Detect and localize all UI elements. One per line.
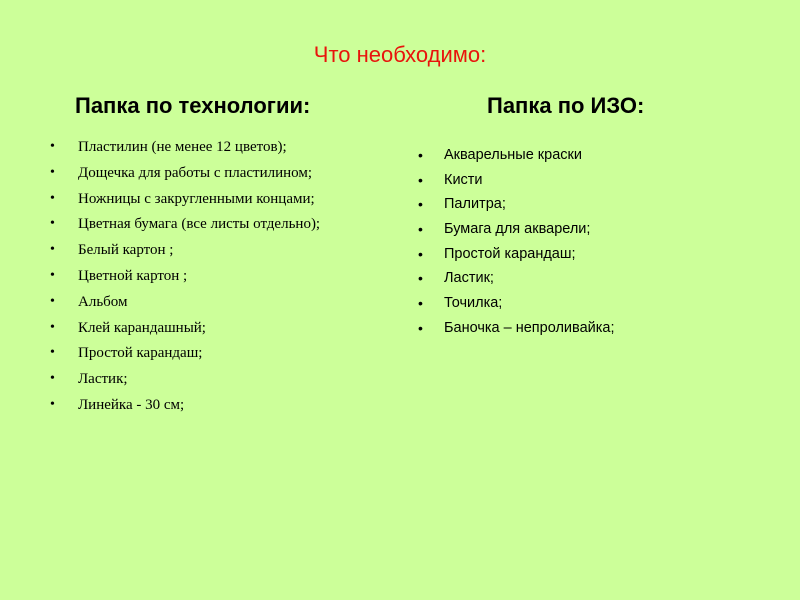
list-item-text: Кисти [444,171,483,188]
list-item [50,214,390,240]
list-item-text: Альбом [78,293,128,310]
list-item-text: Ластик; [78,371,128,388]
list-item-text: Цветная бумага (все листы отдельно); [78,216,321,233]
list-item [418,219,778,244]
list-item [50,163,390,189]
list-item [50,369,390,395]
bullet-icon: • [418,171,423,188]
bullet-icon: • [50,319,55,335]
list-item-text: Точилка; [444,295,503,312]
bullet-icon: • [50,190,55,206]
tech-folder-heading: Папка по технологии: [75,93,311,118]
bullet-icon: • [418,295,423,312]
bullet-icon: • [418,147,423,163]
list-item [50,343,390,369]
list-item-text: Акварельные краски [444,147,582,163]
list-item-text: Простой карандаш; [78,345,203,362]
list-item [50,395,390,421]
izo-folder-heading: Папка по ИЗО: [487,93,645,118]
bullet-icon: • [50,345,55,361]
list-item-text: Линейка - 30 см; [78,396,185,413]
list-item-text: Баночка – непроливайка; [444,319,615,336]
list-item-text: Пластилин (не менее 12 цветов); [78,139,287,155]
list-item [418,268,778,293]
list-item [50,318,390,344]
list-item [50,266,390,292]
izo-supplies-list [418,145,778,343]
bullet-icon: • [50,164,55,180]
list-item [418,293,778,318]
list-item-text: Бумага для акварели; [444,221,591,238]
list-item-text: Ножницы с закругленными концами; [78,190,315,207]
list-item [50,189,390,215]
bullet-icon: • [418,221,423,238]
list-item-text: Простой карандаш; [444,245,576,262]
bullet-icon: • [418,245,423,262]
list-item-text: Ластик; [444,270,494,287]
list-item-text: Дощечка для работы с пластилином; [78,164,313,181]
list-item [418,170,778,195]
bullet-icon: • [50,139,55,154]
bullet-icon: • [50,293,55,309]
bullet-icon: • [418,319,423,336]
list-item-text: Белый картон ; [78,242,174,259]
list-item [418,145,778,170]
list-item-text: Клей карандашный; [78,319,206,336]
list-item [418,318,778,343]
list-item [418,194,778,219]
tech-supplies-list [50,137,390,421]
bullet-icon: • [50,371,55,387]
list-item-text: Палитра; [444,196,506,213]
bullet-icon: • [50,267,55,283]
bullet-icon: • [418,270,423,287]
bullet-icon: • [50,242,55,258]
list-item [418,244,778,269]
list-item-text: Цветной картон ; [78,267,188,284]
bullet-icon: • [418,196,423,213]
list-item [50,137,390,163]
list-item [50,240,390,266]
bullet-icon: • [50,216,55,232]
slide-title: Что необходимо: [313,42,487,67]
list-item [50,292,390,318]
bullet-icon: • [50,396,55,412]
